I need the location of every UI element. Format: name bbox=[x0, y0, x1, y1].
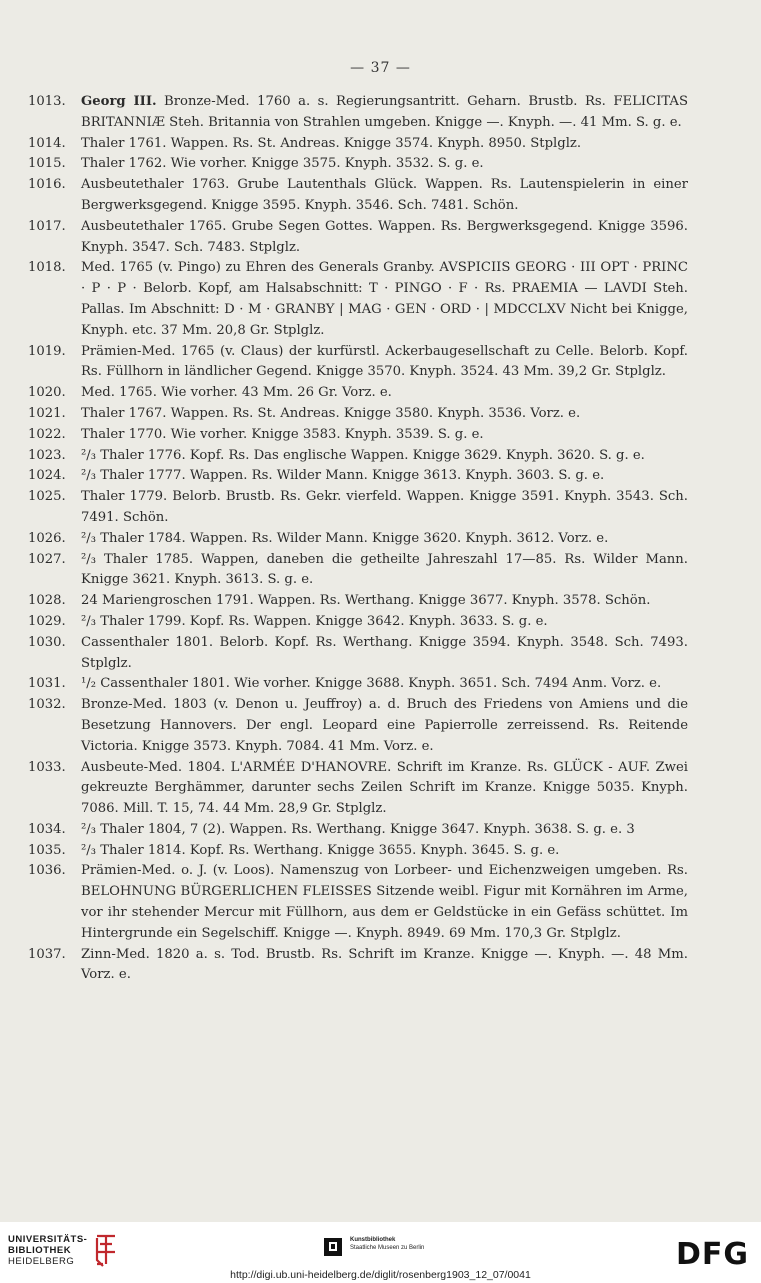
catalog-entry bbox=[28, 758, 688, 820]
entry-text bbox=[81, 820, 688, 841]
entry-number: 1020. bbox=[28, 385, 66, 401]
entry-number: 1026. bbox=[28, 530, 66, 546]
catalog-entry bbox=[28, 154, 688, 175]
heidelberg-logo-icon bbox=[93, 1234, 119, 1268]
entry-text bbox=[81, 674, 688, 695]
entry-text bbox=[81, 217, 688, 259]
entry-number: 1034. bbox=[28, 821, 66, 837]
entry-number: 1027. bbox=[28, 551, 66, 567]
catalog-entry bbox=[28, 591, 688, 612]
entry-text bbox=[81, 487, 688, 529]
entry-number: 1013. bbox=[28, 94, 66, 109]
entry-text bbox=[81, 154, 688, 175]
entry-description: 24 Mariengroschen 1791. Wappen. Rs. Werthang. Knigge 3677. Knyph. 3578. Schön. bbox=[81, 593, 651, 609]
university-library-logo[interactable] bbox=[8, 1234, 119, 1268]
entry-text bbox=[81, 383, 688, 404]
entry-description: Ausbeutethaler 1765. Grube Segen Gottes. Wappen. Rs. Bergwerksgegend. Knigge 3596. Knyph. 3547. Sch. 7483. Stplglz. bbox=[81, 218, 688, 255]
entry-number: 1021. bbox=[28, 405, 66, 421]
catalog-entry bbox=[28, 945, 688, 987]
entry-text bbox=[81, 466, 688, 487]
entry-description: Thaler 1779. Belorb. Brustb. Rs. Gekr. vierfeld. Wappen. Knigge 3591. Knyph. 3543. Sch. 7491. Schön. bbox=[81, 489, 688, 525]
entry-text bbox=[81, 841, 688, 862]
entry-number: 1019. bbox=[28, 343, 66, 359]
entry-number: 1022. bbox=[28, 426, 66, 442]
entry-description: ²/₃ Thaler 1776. Kopf. Rs. Das englische Wappen. Knigge 3629. Knyph. 3620. S. g. e. bbox=[81, 447, 645, 463]
catalog-entry bbox=[28, 383, 688, 404]
entry-text bbox=[81, 695, 688, 757]
entry-number: 1016. bbox=[28, 177, 66, 193]
entry-description: ²/₃ Thaler 1784. Wappen. Rs. Wilder Mann. Knigge 3620. Knyph. 3612. Vorz. e. bbox=[81, 530, 609, 546]
entry-description: Cassenthaler 1801. Belorb. Kopf. Rs. Werthang. Knigge 3594. Knyph. 3548. Sch. 7493. Stplglz. bbox=[81, 634, 688, 671]
catalog-entry bbox=[28, 674, 688, 695]
entry-number: 1024. bbox=[28, 468, 66, 484]
entry-description: ¹/₂ Cassenthaler 1801. Wie vorher. Knigge 3688. Knyph. 3651. Sch. 7494 Anm. Vorz. e. bbox=[81, 676, 662, 692]
entry-description: Zinn-Med. 1820 a. s. Tod. Brustb. Rs. Schrift im Kranze. Knigge —. Knyph. —. 48 Mm. Vorz. e. bbox=[81, 946, 688, 983]
catalog-entry bbox=[28, 487, 688, 529]
museum-line-1: Kunstbibliothek bbox=[350, 1237, 396, 1243]
catalog-entry bbox=[28, 612, 688, 633]
entry-description: Med. 1765 (v. Pingo) zu Ehren des Generals Granby. AVSPICIIS GEORG · III OPT · PRINC · P · P · Belorb. Kopf, am Halsabschnitt: T · PINGO · F · Rs. PRAEMIA — LAVDI Steh. Pallas. Im Abschnitt: D · M · GRANBY | MAG · GEN · ORD · | MDCCLXV Nicht bei Knigge, Knyph. etc. 37 Mm. 20,8 Gr. Stplglz. bbox=[81, 260, 688, 338]
entry-text bbox=[81, 758, 688, 820]
entry-description: Prämien-Med. 1765 (v. Claus) der kurfürstl. Ackerbaugesellschaft zu Celle. Belorb. Kopf. Rs. Füllhorn in ländlicher Gegend. Knigge 3570. Knyph. 3524. 43 Mm. 39,2 Gr. Stplglz. bbox=[81, 343, 688, 380]
entry-number: 1023. bbox=[28, 447, 66, 463]
entry-description: ²/₃ Thaler 1799. Kopf. Rs. Wappen. Knigge 3642. Knyph. 3633. S. g. e. bbox=[81, 613, 548, 629]
catalog-entry bbox=[28, 820, 688, 841]
entry-number: 1014. bbox=[28, 135, 66, 151]
source-url[interactable]: http://digi.ub.uni-heidelberg.de/diglit/rosenberg1903_12_07/0041 bbox=[230, 1269, 531, 1281]
catalog-entry bbox=[28, 404, 688, 425]
entry-description: Bronze-Med. 1803 (v. Denon u. Jeuffroy) a. d. Bruch des Friedens von Amiens und die Besetzung Hannovers. Der engl. Leopard eine Papierrolle zerreissend. Rs. Reitende Victoria. Knigge 3573. Knyph. 7084. 41 Mm. Vorz. e. bbox=[81, 697, 688, 754]
university-name bbox=[8, 1234, 87, 1267]
catalog-entry bbox=[28, 861, 688, 944]
entry-number: 1028. bbox=[28, 593, 66, 609]
catalog-entry bbox=[28, 175, 688, 217]
museum-logo[interactable] bbox=[324, 1236, 424, 1258]
catalog-entry bbox=[28, 841, 688, 862]
entry-text bbox=[81, 134, 688, 155]
entry-text bbox=[81, 175, 688, 217]
catalog-entry bbox=[28, 342, 688, 384]
catalog-entry bbox=[28, 425, 688, 446]
entry-number: 1018. bbox=[28, 260, 66, 276]
entry-text bbox=[81, 404, 688, 425]
entry-description: ²/₃ Thaler 1814. Kopf. Rs. Werthang. Knigge 3655. Knyph. 3645. S. g. e. bbox=[81, 842, 560, 858]
university-line-1: UNIVERSITÄTS- bbox=[8, 1234, 88, 1245]
catalog-entry bbox=[28, 258, 688, 341]
entry-text bbox=[81, 945, 688, 987]
entry-description: Thaler 1767. Wappen. Rs. St. Andreas. Knigge 3580. Knyph. 3536. Vorz. e. bbox=[81, 405, 581, 421]
entry-number: 1015. bbox=[28, 156, 66, 172]
entry-description: Bronze-Med. 1760 a. s. Regierungsantritt. Geharn. Brustb. Rs. FELICITAS BRITANNIÆ Steh. Britannia von Strahlen umgeben. Knigge —. Knyph. —. 41 Mm. S. g. e. bbox=[81, 94, 688, 130]
entry-text bbox=[81, 591, 688, 612]
entry-ruler-name: Georg III. bbox=[81, 94, 157, 109]
catalog-entry bbox=[28, 550, 688, 592]
museum-name bbox=[350, 1236, 424, 1252]
entry-number: 1025. bbox=[28, 489, 66, 505]
entry-description: Prämien-Med. o. J. (v. Loos). Namenszug von Lorbeer- und Eichenzweigen umgeben. Rs. BELOHNUNG BÜRGERLICHEN FLEISSES Sitzende weibl. Figur mit Kornähren im Arme, vor ihr stehender Mercur mit Füllhorn, aus dem er Geldstücke in ein Gefäss schüttet. Im Hintergrunde ein Segelschiff. Knigge —. Knyph. 8949. 69 Mm. 170,3 Gr. Stplglz. bbox=[81, 863, 688, 941]
entry-text bbox=[81, 861, 688, 944]
catalog-entry bbox=[28, 92, 688, 134]
entry-text bbox=[81, 529, 688, 550]
entry-description: Thaler 1761. Wappen. Rs. St. Andreas. Knigge 3574. Knyph. 8950. Stplglz. bbox=[81, 135, 582, 151]
entry-text bbox=[81, 425, 688, 446]
entry-number: 1035. bbox=[28, 842, 66, 858]
entry-text bbox=[81, 550, 688, 592]
catalog-entries bbox=[28, 92, 688, 986]
entry-text bbox=[81, 92, 688, 134]
catalog-entry bbox=[28, 466, 688, 487]
university-line-3: HEIDELBERG bbox=[8, 1256, 75, 1267]
entry-number: 1029. bbox=[28, 613, 66, 629]
catalog-entry bbox=[28, 529, 688, 550]
entry-number: 1036. bbox=[28, 863, 66, 879]
museum-line-2: Staatliche Museen zu Berlin bbox=[350, 1245, 425, 1251]
museum-emblem-icon bbox=[324, 1236, 344, 1258]
entry-text bbox=[81, 258, 688, 341]
catalog-entry bbox=[28, 217, 688, 259]
entry-description: Thaler 1770. Wie vorher. Knigge 3583. Knyph. 3539. S. g. e. bbox=[81, 426, 484, 442]
entry-number: 1032. bbox=[28, 697, 66, 713]
entry-description: Ausbeute-Med. 1804. L'ARMÉE D'HANOVRE. Schrift im Kranze. Rs. GLÜCK - AUF. Zwei gekreuzte Berghämmer, darunter sechs Zeilen Schrift im Kranze. Knigge 5035. Knyph. 7086. Mill. T. 15, 74. 44 Mm. 28,9 Gr. Stplglz. bbox=[81, 759, 688, 817]
catalog-entry bbox=[28, 134, 688, 155]
entry-number: 1030. bbox=[28, 634, 66, 650]
footer bbox=[0, 1222, 761, 1283]
entry-text bbox=[81, 342, 688, 384]
entry-number: 1017. bbox=[28, 218, 66, 234]
entry-text bbox=[81, 633, 688, 675]
entry-description: Ausbeutethaler 1763. Grube Lautenthals Glück. Wappen. Rs. Lautenspielerin in einer Bergwerksgegend. Knigge 3595. Knyph. 3546. Sch. 7481. Schön. bbox=[81, 177, 688, 213]
entry-description: ²/₃ Thaler 1785. Wappen, daneben die getheilte Jahreszahl 17—85. Rs. Wilder Mann. Knigge 3621. Knyph. 3613. S. g. e. bbox=[81, 551, 688, 588]
entry-number: 1037. bbox=[28, 946, 66, 962]
catalog-entry bbox=[28, 633, 688, 675]
entry-description: Med. 1765. Wie vorher. 43 Mm. 26 Gr. Vorz. e. bbox=[81, 385, 392, 401]
dfg-logo[interactable]: DFG bbox=[675, 1237, 749, 1272]
catalog-entry bbox=[28, 695, 688, 757]
entry-number: 1031. bbox=[28, 676, 66, 692]
catalog-entry bbox=[28, 446, 688, 467]
entry-description: ²/₃ Thaler 1777. Wappen. Rs. Wilder Mann. Knigge 3613. Knyph. 3603. S. g. e. bbox=[81, 468, 605, 484]
entry-description: ²/₃ Thaler 1804, 7 (2). Wappen. Rs. Werthang. Knigge 3647. Knyph. 3638. S. g. e. 3 bbox=[81, 821, 635, 837]
entry-number: 1033. bbox=[28, 759, 66, 775]
university-line-2: BIBLIOTHEK bbox=[8, 1245, 72, 1256]
entry-text bbox=[81, 446, 688, 467]
page-number: — 37 — bbox=[350, 60, 411, 76]
entry-description: Thaler 1762. Wie vorher. Knigge 3575. Knyph. 3532. S. g. e. bbox=[81, 156, 484, 172]
entry-text bbox=[81, 612, 688, 633]
